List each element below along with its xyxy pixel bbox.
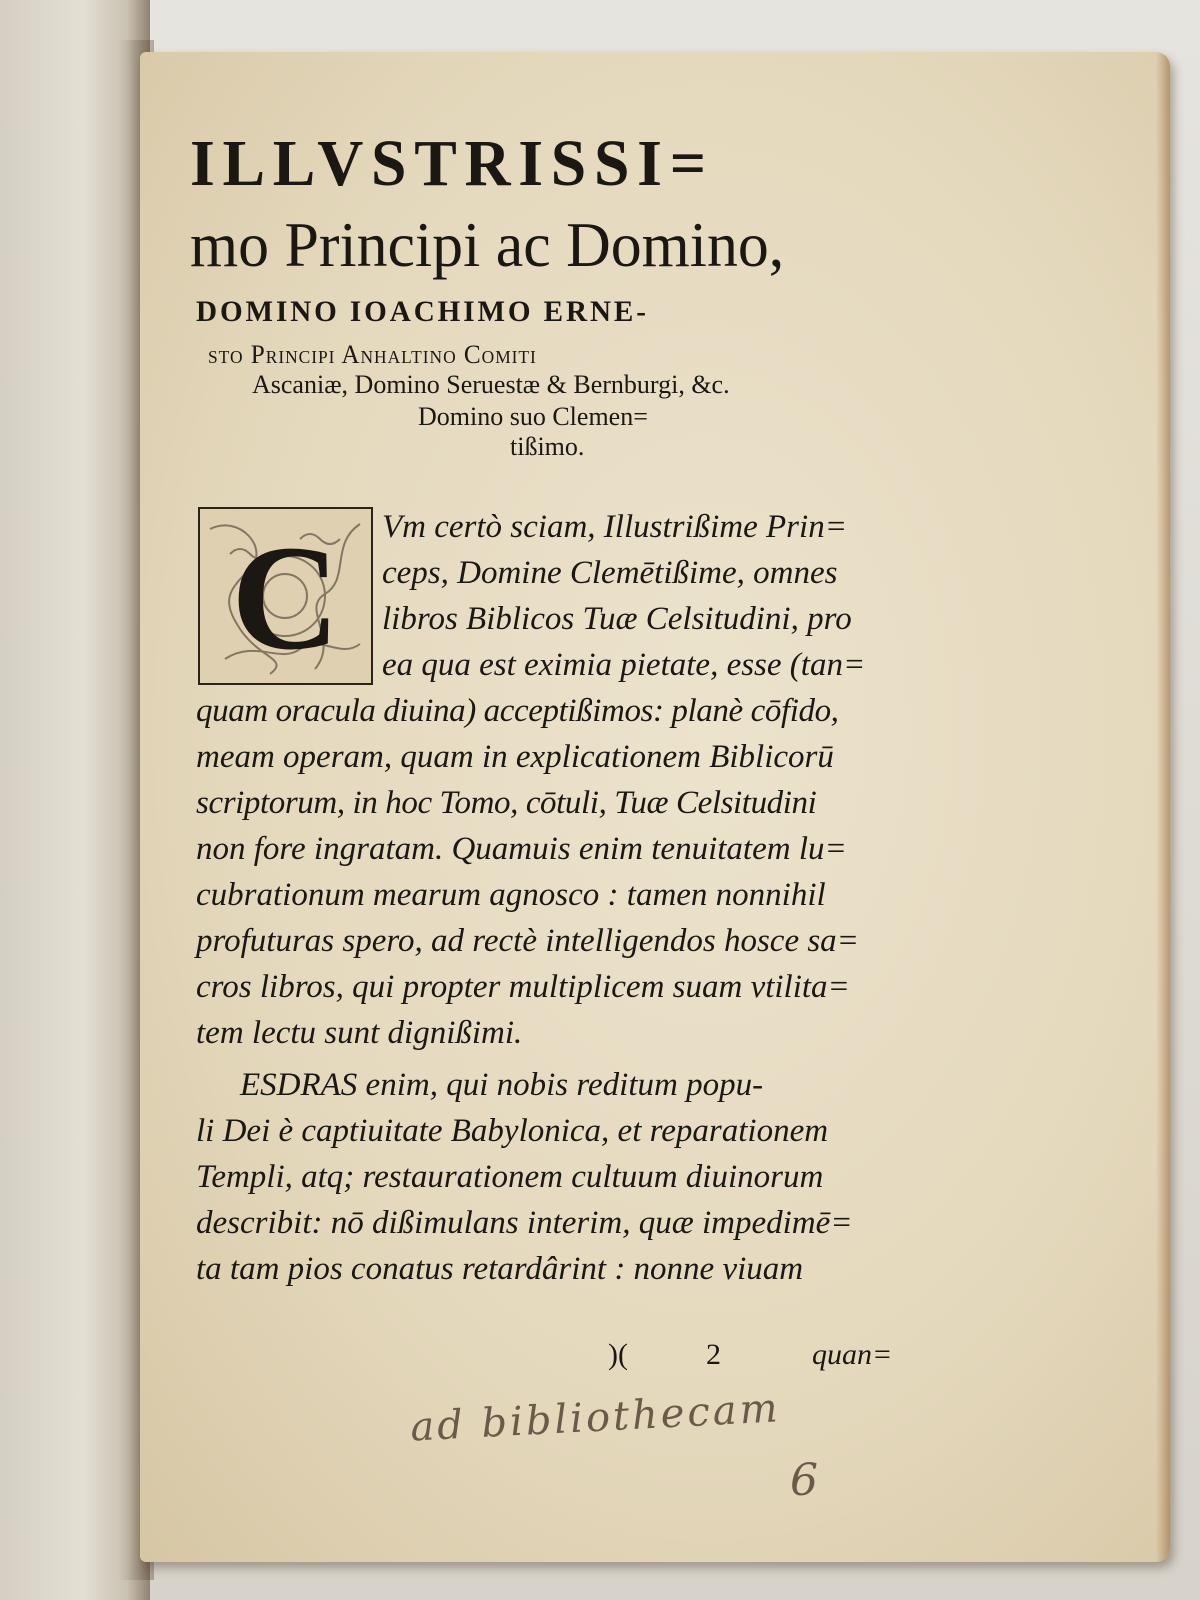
body-line: quam oracula diuina) acceptißimos: planè cōfido, xyxy=(196,693,839,729)
handwritten-number: 6 xyxy=(790,1455,818,1506)
body-line: cubrationum mearum agnosco : tamen nonnihil xyxy=(196,877,826,913)
body-line: libros Biblicos Tuæ Celsitudini, pro xyxy=(382,601,852,637)
title-line-3: DOMINO IOACHIMO ERNE- xyxy=(196,295,649,328)
decorated-initial xyxy=(198,507,373,685)
body-line: ta tam pios conatus retardârint : nonne viuam xyxy=(196,1251,804,1287)
title-line-4: sto Principi Anhaltino Comiti xyxy=(208,340,537,369)
title-line-5: Ascaniæ, Domino Seruestæ & Bernburgi, &c. xyxy=(252,370,730,399)
body-line: tem lectu sunt dignißimi. xyxy=(196,1015,523,1051)
body-line: describit: nō dißimulans interim, quæ impedimē= xyxy=(196,1205,853,1241)
catchword: quan= xyxy=(812,1338,893,1371)
title-line-6: Domino suo Clemen= xyxy=(418,402,648,431)
body-line: li Dei è captiuitate Babylonica, et reparationem xyxy=(196,1113,829,1149)
body-line: Templi, atq; restaurationem cultuum diuinorum xyxy=(196,1159,824,1195)
title-line-2: mo Principi ac Domino, xyxy=(190,209,785,280)
body-line: non fore ingratam. Quamuis enim tenuitatem lu= xyxy=(196,831,847,867)
body-line: Vm certò sciam, Illustrißime Prin= xyxy=(382,509,847,545)
body-line: profuturas spero, ad rectè intelligendos hosce sa= xyxy=(196,923,859,959)
body-line: cros libros, qui propter multiplicem suam vtilita= xyxy=(196,969,850,1005)
initial-letter: C xyxy=(231,515,340,681)
handwritten-note: ad bibliothecam xyxy=(409,1385,782,1451)
body-line: ESDRAS enim, qui nobis reditum popu- xyxy=(240,1067,764,1103)
signature-number: 2 xyxy=(706,1338,721,1371)
body-line: scriptorum, in hoc Tomo, cōtuli, Tuæ Celsitudini xyxy=(196,785,817,821)
body-line: ea qua est eximia pietate, esse (tan= xyxy=(382,647,866,683)
title-line-7: tißimo. xyxy=(510,432,585,461)
body-line: ceps, Domine Clemētißime, omnes xyxy=(382,555,838,591)
body-line: meam operam, quam in explicationem Biblicorū xyxy=(196,739,834,775)
signature-mark: )( xyxy=(608,1338,628,1371)
title-line-1: ILLVSTRISSI= xyxy=(190,127,714,200)
